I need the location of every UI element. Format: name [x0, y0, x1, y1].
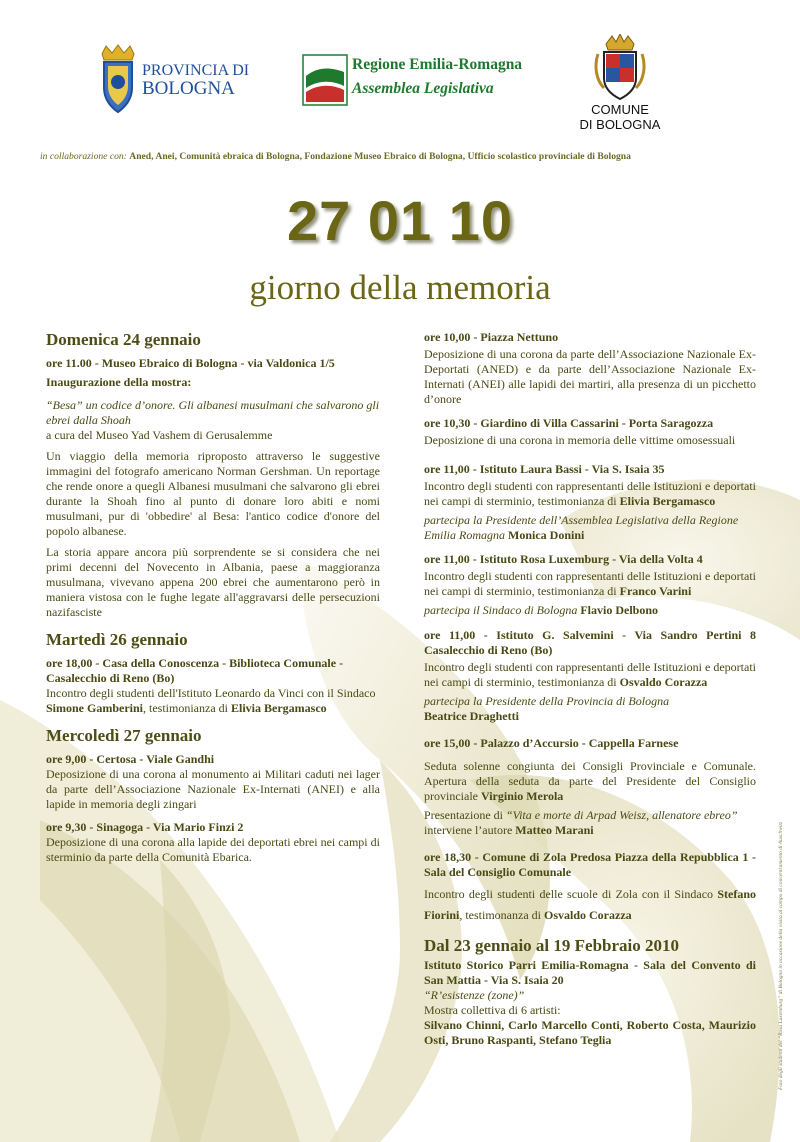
- person-name: Osvaldo Corazza: [544, 908, 632, 922]
- provincia-bologna-logo: [96, 44, 256, 116]
- desc-text: Incontro degli studenti con rappresentanti delle Istituzioni e deportati nei campi di sterminio, testimonianza di: [424, 569, 756, 598]
- exhibit-title: “Besa” un codice d’onore. Gli albanesi musulmani che salvarono gli ebrei dalla Shoah: [46, 398, 380, 427]
- event-salvemini-guest: Beatrice Draghetti: [424, 709, 519, 723]
- event-zola-predosa-desc: [424, 884, 756, 926]
- exhibition-artists: Silvano Chinni, Carlo Marcello Conti, Roberto Costa, Maurizio Osti, Bruno Raspanti, Stefano Teglia: [424, 1018, 756, 1047]
- exhibition-title: “R’esistenze (zone)”: [424, 988, 525, 1002]
- book-title: “Vita e morte di Arpad Weisz, allenatore ebreo”: [505, 808, 738, 822]
- desc-text: Incontro degli studenti delle scuole di Zola con il Sindaco: [424, 887, 718, 901]
- comune-name-line2: DI BOLOGNA: [579, 117, 661, 132]
- desc-text: Incontro degli studenti con rappresentanti delle Istituzioni e deportati nei campi di sterminio, testimonianza di: [424, 479, 756, 508]
- provincia-name-line2: BOLOGNA: [142, 78, 235, 99]
- person-name: Franco Varini: [619, 584, 692, 598]
- regione-name: Regione Emilia-Romagna: [352, 56, 523, 73]
- provincia-name-line1: PROVINCIA DI: [142, 62, 250, 79]
- event-museo-ebraico: ore 11.00 - Museo Ebraico di Bologna - via Valdonica 1/5: [46, 356, 335, 370]
- person-name: Matteo Marani: [515, 823, 594, 837]
- comune-crest-icon: [570, 34, 670, 100]
- exhibit-history: La storia appare ancora più sorprendente se si considera che nei primi decenni del Novecento in Albania, paese a maggioranza musulmana, vivevano appena 200 ebrei che aumentarono però in maniera vistosa con le fughe legate all'aggravarsi delle persecuzioni nazifasciste: [46, 545, 380, 619]
- desc-text: interviene l’autore: [424, 823, 516, 837]
- event-villa-cassarini: ore 10,30 - Giardino di Villa Cassarini - Porta Saragozza: [424, 416, 714, 430]
- event-salvemini-desc: [424, 660, 756, 690]
- event-piazza-nettuno-desc: Deposizione di una corona da parte dell’Associazione Nazionale Ex-Deportati (ANED) e da parte dell’Associazione Nazionale Ex-Internati (ANEI) alle lapidi dei martiri, alla presenza di un picchetto d’onore: [424, 347, 756, 406]
- event-certosa: ore 9,00 - Certosa - Viale Gandhi: [46, 752, 215, 766]
- desc-text: , testimonianza di: [143, 701, 231, 715]
- exhibit-curator: a cura del Museo Yad Vashem di Gerusalemme: [46, 428, 273, 442]
- regione-emilia-romagna-logo: [302, 54, 523, 110]
- event-certosa-desc: Deposizione di una corona al monumento ai Militari caduti nei lager da parte dell’Associazione Nazionale Ex-Internati (ANEI) e alla lapide in memoria degli zingari: [46, 767, 380, 811]
- event-date: 27 01 10: [287, 189, 513, 252]
- event-rosa-luxemburg-desc: [424, 569, 756, 599]
- person-name: Stefano Fiorini: [424, 887, 756, 922]
- event-rosa-luxemburg: ore 11,00 - Istituto Rosa Luxemburg - Via della Volta 4: [424, 552, 703, 566]
- collaboration-line: [40, 151, 760, 162]
- desc-text: Presentazione di: [424, 808, 506, 822]
- event-laura-bassi: ore 11,00 - Istituto Laura Bassi - Via S. Isaia 35: [424, 462, 665, 476]
- desc-text: Seduta solenne congiunta dei Consigli Provinciale e Comunale. Apertura della seduta da parte del Presidente del Consiglio provinciale: [424, 759, 756, 803]
- person-name: Monica Donini: [508, 528, 585, 542]
- event-title: giorno della memoria: [249, 268, 551, 307]
- comune-bologna-logo: [570, 34, 670, 136]
- person-name: Virginio Merola: [480, 789, 564, 803]
- event-laura-bassi-desc: [424, 479, 756, 509]
- exhibit-description: Un viaggio della memoria riproposto attraverso le suggestive immagini del fotografo americano Norman Gershman. Un reportage che rende onore a quegli Albanesi musulmani che salvarono gli ebrei durante la Shoah fino al punto di donare loro abiti e nomi musulmani, pur di 'obbedire' al Besa: l'antico codice d'onore del popolo albanese.: [46, 449, 380, 538]
- desc-text: Incontro degli studenti con rappresentanti delle Istituzioni e deportati nei campi di sterminio, testimonianza di: [424, 660, 756, 689]
- event-rosa-luxemburg-note: [424, 603, 756, 618]
- event-casa-conoscenza: ore 18,00 - Casa della Conoscenza - Biblioteca Comunale - Casalecchio di Reno (Bo): [46, 656, 344, 685]
- event-palazzo-accursio: ore 15,00 - Palazzo d’Accursio - Cappella Farnese: [424, 736, 679, 750]
- desc-text: Incontro degli studenti dell'Istituto Leonardo da Vinci con il Sindaco: [46, 686, 376, 700]
- note-text: partecipa la Presidente dell’Assemblea Legislativa della Regione Emilia Romagna: [424, 513, 739, 542]
- assemblea-name: Assemblea Legislativa: [352, 80, 494, 97]
- inauguration-label: Inaugurazione della mostra:: [46, 375, 192, 389]
- collab-partners: Aned, Anei, Comunità ebraica di Bologna, Fondazione Museo Ebraico di Bologna, Ufficio scolastico provinciale di Bologna: [129, 151, 631, 162]
- person-name: Flavio Delbono: [580, 603, 658, 617]
- right-column: [424, 330, 756, 1054]
- event-piazza-nettuno: ore 10,00 - Piazza Nettuno: [424, 330, 559, 344]
- day-heading-27: Mercoledì 27 gennaio: [46, 726, 202, 745]
- person-name: Elivia Bergamasco: [231, 701, 327, 715]
- event-sinagoga-desc: Deposizione di una corona alla lapide dei deportati ebrei nei campi di sterminio da parte della Comunità Ebarica.: [46, 835, 380, 864]
- comune-name-line1: COMUNE: [591, 102, 649, 117]
- person-name: Osvaldo Corazza: [619, 675, 708, 689]
- exhibition-venue: Istituto Storico Parri Emilia-Romagna - Sala del Convento di San Mattia - Via S. Isaia 20: [424, 958, 756, 987]
- event-palazzo-accursio-book: [424, 808, 756, 838]
- event-palazzo-accursio-desc: [424, 759, 756, 804]
- event-salvemini-note: partecipa la Presidente della Provincia di Bologna: [424, 694, 670, 708]
- provincia-crest-icon: [96, 44, 140, 114]
- day-heading-26: Martedì 26 gennaio: [46, 630, 188, 649]
- person-name: Elivia Bergamasco: [619, 494, 716, 508]
- left-column: [46, 330, 380, 871]
- event-sinagoga: ore 9,30 - Sinagoga - Via Mario Finzi 2: [46, 820, 244, 834]
- photo-credit: Foto degli studenti del “Rosa Luxemburg” di Bologna in occasione della visita al campo di concentramento di Auschwitz: [778, 821, 784, 1090]
- event-casa-conoscenza-desc: [46, 686, 380, 716]
- event-laura-bassi-note: [424, 513, 756, 543]
- event-zola-predosa: ore 18,30 - Comune di Zola Predosa Piazza della Repubblica 1 - Sala del Consiglio Comunale: [424, 850, 756, 879]
- person-name: Simone Gamberini: [46, 701, 144, 715]
- collab-prefix: in collaborazione con:: [40, 151, 127, 162]
- exhibition-description: Mostra collettiva di 6 artisti:: [424, 1003, 561, 1017]
- exhibition-date-range: Dal 23 gennaio al 19 Febbraio 2010: [424, 936, 680, 955]
- desc-text: , testimonanza di: [459, 908, 544, 922]
- note-text: partecipa il Sindaco di Bologna: [424, 603, 581, 617]
- event-villa-cassarini-desc: Deposizione di una corona in memoria delle vittime omosessuali: [424, 433, 736, 447]
- day-heading-24: Domenica 24 gennaio: [46, 330, 201, 349]
- event-salvemini: ore 11,00 - Istituto G. Salvemini - Via Sandro Pertini 8 Casalecchio di Reno (Bo): [424, 628, 756, 657]
- regione-map-icon: [302, 54, 348, 106]
